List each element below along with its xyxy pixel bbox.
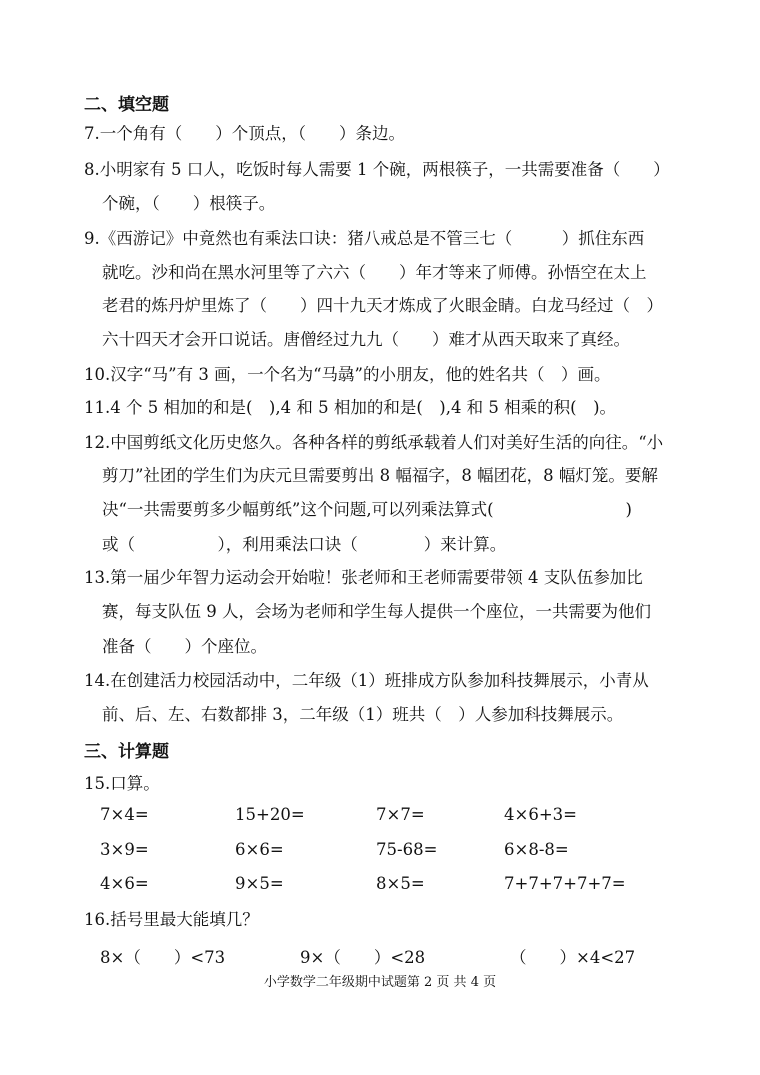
- page-footer: 小学数学二年级期中试题第 2 页 共 4 页: [263, 975, 497, 990]
- q15-item: 4×6+3=: [504, 805, 577, 824]
- question-10: 10.汉字“马”有 3 画，一个名为“马骉”的小朋友，他的姓名共（ ）画。: [84, 365, 611, 384]
- question-8-line-2: 个碗，（ ）根筷子。: [102, 194, 276, 213]
- question-12-line-4: 或（ ），利用乘法口诀（ ）来计算。: [102, 535, 507, 554]
- q15-item: 15+20=: [235, 805, 305, 824]
- section-fill-blank-heading: 二、填空题: [84, 95, 169, 115]
- q15-item: 75-68=: [376, 840, 438, 859]
- q16-item: （ ）×4<27: [510, 948, 636, 967]
- q15-item: 7+7+7+7+7=: [504, 874, 626, 893]
- question-8-line-1: 8.小明家有 5 口人，吃饭时每人需要 1 个碗，两根筷子，一共需要准备（ ）: [84, 160, 670, 179]
- q15-item: 7×4=: [100, 805, 149, 824]
- q15-item: 8×5=: [376, 874, 425, 893]
- question-15-label: 15.口算。: [84, 774, 160, 793]
- section-calc-heading: 三、计算题: [84, 742, 169, 762]
- question-16-label: 16.括号里最大能填几？: [84, 910, 259, 929]
- question-12-line-1: 12.中国剪纸文化历史悠久。各种各样的剪纸承载着人们对美好生活的向往。“小: [84, 433, 664, 452]
- q15-item: 9×5=: [235, 874, 284, 893]
- question-14-line-2: 前、后、左、右数都排 3，二年级（1）班共（ ）人参加科技舞展示。: [102, 705, 624, 724]
- question-9-line-4: 六十四天才会开口说话。唐僧经过九九（ ）难才从西天取来了真经。: [102, 330, 630, 349]
- q15-item: 7×7=: [376, 805, 425, 824]
- q15-item: 6×6=: [235, 840, 284, 859]
- question-13-line-2: 赛，每支队伍 9 人，会场为老师和学生每人提供一个座位，一共需要为他们: [102, 602, 651, 621]
- q16-item: 9×（ ）<28: [300, 948, 426, 967]
- question-13-line-1: 13.第一届少年智力运动会开始啦！张老师和王老师需要带领 4 支队伍参加比: [84, 568, 643, 587]
- question-11: 11.4 个 5 相加的和是( ),4 和 5 相加的和是( ),4 和 5 相乘的积( )。: [84, 398, 617, 417]
- question-12-line-2: 剪刀”社团的学生们为庆元旦需要剪出 8 幅福字，8 幅团花，8 幅灯笼。要解: [102, 466, 658, 485]
- q16-item: 8×（ ）<73: [100, 948, 226, 967]
- q15-item: 3×9=: [100, 840, 149, 859]
- question-12-line-3: 决“一共需要剪多少幅剪纸”这个问题,可以列乘法算式( ): [102, 500, 632, 519]
- question-14-line-1: 14.在创建活力校园活动中，二年级（1）班排成方队参加科技舞展示，小青从: [84, 671, 649, 690]
- question-13-line-3: 准备（ ）个座位。: [102, 637, 267, 656]
- question-9-line-1: 9.《西游记》中竟然也有乘法口诀：猪八戒总是不管三七（ ）抓住东西: [84, 229, 645, 248]
- q15-item: 4×6=: [100, 874, 149, 893]
- question-9-line-3: 老君的炼丹炉里炼了（ ）四十九天才炼成了火眼金睛。白龙马经过（ ）: [102, 296, 663, 315]
- question-7: 7.一个角有（ ）个顶点，（ ）条边。: [84, 124, 405, 143]
- q15-item: 6×8-8=: [504, 840, 569, 859]
- question-9-line-2: 就吃。沙和尚在黑水河里等了六六（ ）年才等来了师傅。孙悟空在太上: [102, 263, 647, 282]
